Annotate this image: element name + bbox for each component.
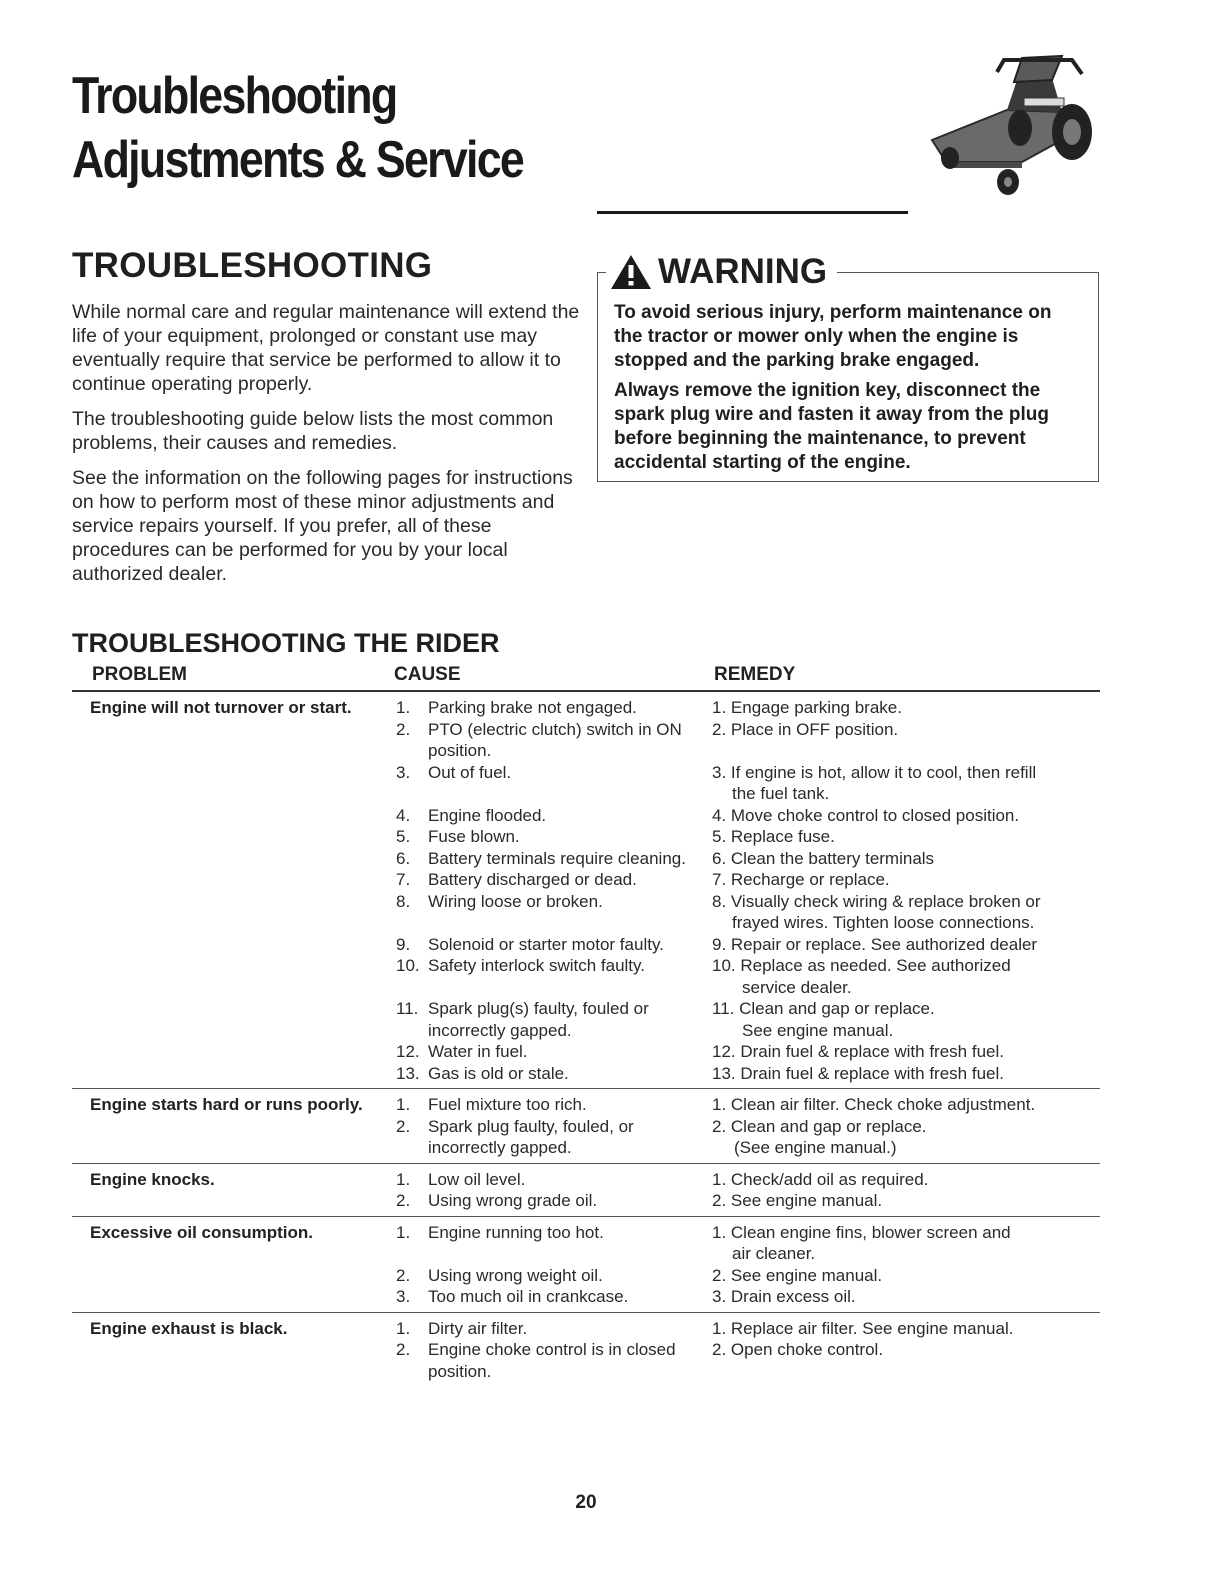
remedy-line: 2. Clean and gap or replace.	[712, 1116, 927, 1136]
problem-label: Excessive oil consumption.	[90, 1222, 313, 1242]
column-header-problem: PROBLEM	[92, 664, 187, 685]
table-body	[72, 692, 1100, 1386]
cause-text: Battery terminals require cleaning.	[428, 848, 686, 868]
remedy-text	[712, 762, 1072, 805]
cause-text: Low oil level.	[428, 1169, 526, 1189]
remedy-line: 12. Drain fuel & replace with fresh fuel.	[712, 1042, 1004, 1061]
column-header-cause: CAUSE	[394, 664, 461, 685]
page-title	[72, 64, 523, 192]
remedy-text	[712, 1286, 1072, 1308]
remedy-line: 13. Drain fuel & replace with fresh fuel.	[712, 1063, 1004, 1083]
cause-number: 1.	[396, 1095, 411, 1114]
table-row	[72, 1041, 1100, 1063]
cause-text: Safety interlock switch faulty.	[428, 956, 645, 975]
column-header-remedy: REMEDY	[714, 664, 796, 685]
table-row	[72, 1169, 1100, 1191]
cause-number: 12.	[396, 1042, 420, 1061]
remedy-text	[712, 848, 1072, 870]
page-title-line2: Adjustments & Service	[72, 131, 524, 189]
cause-text: Wiring loose or broken.	[428, 891, 603, 911]
problem-group	[72, 692, 1100, 1089]
table-row	[72, 805, 1100, 827]
intro-paragraph: The troubleshooting guide below lists the most common problems, their causes and remedies.	[72, 408, 554, 454]
table-row	[72, 1063, 1100, 1085]
table-row	[72, 762, 1100, 805]
remedy-line: See engine manual.	[742, 1020, 894, 1040]
remedy-line: 8. Visually check wiring & replace broken or	[712, 891, 1041, 911]
cause-text: Engine flooded.	[428, 805, 547, 825]
warning-text	[614, 301, 1084, 481]
remedy-line: the fuel tank.	[732, 784, 830, 803]
table-row	[72, 1265, 1100, 1287]
cause-text: PTO (electric clutch) switch in ON position.	[428, 719, 682, 760]
cause-number: 11.	[396, 999, 419, 1018]
remedy-line: 1. Clean engine fins, blower screen and	[712, 1222, 1011, 1242]
remedy-line: 9. Repair or replace. See authorized dealer	[712, 934, 1038, 954]
cause-text: Using wrong weight oil.	[428, 1265, 603, 1285]
warning-title	[606, 252, 837, 292]
remedy-text	[712, 955, 1072, 998]
remedy-text	[712, 869, 1072, 891]
table-row	[72, 1339, 1100, 1382]
table-row	[72, 955, 1100, 998]
problem-label: Engine exhaust is black.	[90, 1318, 288, 1338]
page-title-line1: Troubleshooting	[72, 67, 397, 125]
cause-text: Gas is old or stale.	[428, 1063, 569, 1083]
remedy-line: 6. Clean the battery terminals	[712, 848, 935, 868]
remedy-line: 1. Check/add oil as required.	[712, 1169, 929, 1189]
remedy-text	[712, 1116, 1072, 1159]
remedy-text	[712, 826, 1072, 848]
remedy-line: 3. If engine is hot, allow it to cool, then refill	[712, 762, 1037, 782]
remedy-line: 7. Recharge or replace.	[712, 870, 890, 889]
cause-number: 10.	[396, 956, 420, 975]
remedy-line: (See engine manual.)	[734, 1138, 897, 1157]
remedy-text	[712, 1063, 1072, 1085]
remedy-text	[712, 805, 1072, 827]
cause-number: 4.	[396, 805, 411, 825]
remedy-text	[712, 1339, 1072, 1382]
cause-number: 2.	[396, 1340, 411, 1359]
cause-text: Parking brake not engaged.	[428, 698, 637, 717]
cause-number: 2.	[396, 1265, 411, 1285]
cause-number: 5.	[396, 827, 411, 846]
troubleshooting-heading: TROUBLESHOOTING	[72, 246, 433, 285]
warning-title-text: WARNING	[658, 252, 828, 291]
table-row	[72, 826, 1100, 848]
table-row	[72, 719, 1100, 762]
remedy-text	[712, 1094, 1072, 1116]
remedy-text	[712, 697, 1072, 719]
remedy-line: 1. Engage parking brake.	[712, 698, 902, 717]
cause-text: Spark plug faulty, fouled, or incorrectly gapped.	[428, 1116, 634, 1157]
table-header	[72, 663, 1100, 692]
remedy-text	[712, 1041, 1072, 1063]
intro-paragraph: See the information on the following pages for instructions on how to perform most of these minor adjustments and service repairs yourself. If you prefer, all of these procedures can be performed for you by your local authorized dealer.	[72, 467, 573, 585]
problem-label: Engine will not turnover or start.	[90, 698, 352, 717]
intro-paragraph: While normal care and regular maintenance will extend the life of your equipment, prolonged or constant use may eventually require that service be performed to allow it to continue operating properly.	[72, 301, 580, 395]
cause-number: 7.	[396, 870, 411, 889]
cause-number: 1.	[396, 698, 411, 717]
cause-number: 1.	[396, 1169, 411, 1189]
cause-text: Solenoid or starter motor faulty.	[428, 934, 664, 954]
remedy-line: 4. Move choke control to closed position.	[712, 805, 1020, 825]
table-row	[72, 998, 1100, 1041]
cause-text: Fuel mixture too rich.	[428, 1095, 587, 1114]
problem-group	[72, 1089, 1100, 1164]
remedy-text	[712, 1265, 1072, 1287]
intro-text	[72, 300, 582, 597]
cause-number: 2.	[396, 1191, 411, 1210]
remedy-text	[712, 1169, 1072, 1191]
remedy-line: 1. Clean air filter. Check choke adjustment.	[712, 1095, 1036, 1114]
remedy-text	[712, 891, 1072, 934]
cause-number: 3.	[396, 1287, 411, 1306]
table-row	[72, 934, 1100, 956]
cause-text: Battery discharged or dead.	[428, 870, 637, 889]
cause-number: 13.	[396, 1063, 420, 1083]
remedy-line: 11. Clean and gap or replace.	[712, 999, 935, 1018]
header-rule	[597, 211, 908, 214]
problem-group	[72, 1164, 1100, 1217]
cause-text: Dirty air filter.	[428, 1318, 528, 1338]
remedy-text	[712, 934, 1072, 956]
cause-number: 6.	[396, 848, 411, 868]
cause-text: Using wrong grade oil.	[428, 1191, 598, 1210]
table-row	[72, 848, 1100, 870]
remedy-line: service dealer.	[742, 977, 852, 997]
cause-text: Water in fuel.	[428, 1042, 528, 1061]
troubleshooting-rider-heading: TROUBLESHOOTING THE RIDER	[72, 628, 500, 658]
cause-number: 2.	[396, 719, 411, 739]
remedy-line: 1. Replace air filter. See engine manual.	[712, 1318, 1014, 1338]
cause-number: 2.	[396, 1116, 411, 1136]
cause-text: Out of fuel.	[428, 762, 512, 782]
troubleshooting-table	[72, 663, 1100, 1386]
table-row	[72, 869, 1100, 891]
cause-text: Fuse blown.	[428, 827, 520, 846]
remedy-text	[712, 1318, 1072, 1340]
warning-triangle-icon	[610, 254, 652, 290]
cause-number: 9.	[396, 934, 411, 954]
remedy-line: 5. Replace fuse.	[712, 827, 835, 846]
cause-text: Engine running too hot.	[428, 1222, 604, 1242]
remedy-line: air cleaner.	[732, 1244, 816, 1263]
problem-group	[72, 1313, 1100, 1387]
warning-paragraph: To avoid serious injury, perform maintenance on the tractor or mower only when the engine is stopped and the parking brake engaged.	[614, 302, 1052, 371]
remedy-line: 3. Drain excess oil.	[712, 1287, 856, 1306]
remedy-line: 2. See engine manual.	[712, 1265, 883, 1285]
remedy-line: 2. Open choke control.	[712, 1340, 884, 1359]
problem-group	[72, 1217, 1100, 1313]
table-row	[72, 891, 1100, 934]
remedy-text	[712, 1190, 1072, 1212]
cause-number: 1.	[396, 1222, 411, 1242]
problem-label: Engine knocks.	[90, 1169, 215, 1189]
remedy-text	[712, 719, 1072, 762]
cause-number: 3.	[396, 762, 411, 782]
table-row	[72, 1286, 1100, 1308]
warning-paragraph: Always remove the ignition key, disconnect the spark plug wire and fasten it away from the plug before beginning the maintenance, to prevent accidental starting of the engine.	[614, 380, 1049, 473]
cause-number: 8.	[396, 891, 411, 911]
table-row	[72, 1116, 1100, 1159]
remedy-line: 10. Replace as needed. See authorized	[712, 956, 1011, 975]
remedy-line: 2. See engine manual.	[712, 1191, 883, 1210]
cause-number: 1.	[396, 1318, 411, 1338]
remedy-text	[712, 1222, 1072, 1265]
remedy-line: 2. Place in OFF position.	[712, 719, 899, 739]
cause-text: Engine choke control is in closed position.	[428, 1340, 676, 1381]
cause-text: Spark plug(s) faulty, fouled or incorrectly gapped.	[428, 999, 649, 1040]
page-number: 20	[575, 1492, 597, 1513]
remedy-text	[712, 998, 1072, 1041]
problem-label: Engine starts hard or runs poorly.	[90, 1095, 363, 1114]
riding-mower-illustration	[912, 50, 1102, 200]
cause-text: Too much oil in crankcase.	[428, 1287, 629, 1306]
table-row	[72, 1190, 1100, 1212]
remedy-line: frayed wires. Tighten loose connections.	[732, 913, 1035, 932]
